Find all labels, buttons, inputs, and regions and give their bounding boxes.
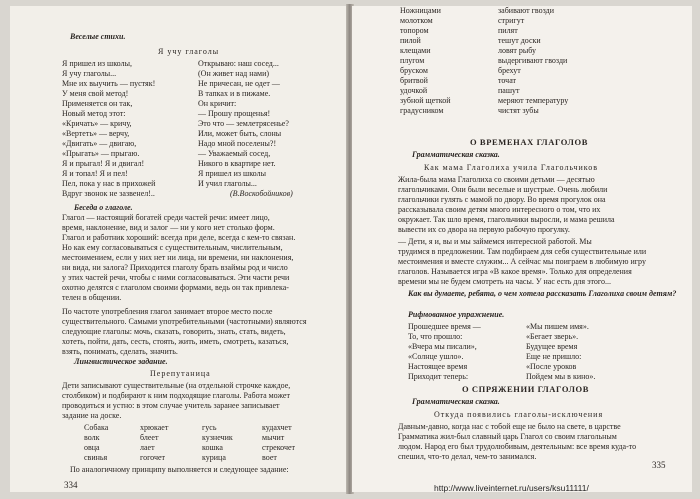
text-line: у этих частей речи, чтобы с ними согласовываться. Эти части речи <box>62 273 290 282</box>
text-line: задание на доске. <box>62 411 122 420</box>
table-cell: мычит <box>262 433 285 442</box>
text-line: окружает. Так шло время, глагольчики выросли, и мама решила <box>398 215 615 224</box>
table-cell: блеет <box>140 433 159 442</box>
table-row <box>408 332 656 342</box>
table-row <box>84 433 322 443</box>
table-cell: волк <box>84 433 100 442</box>
text-line: «Двигать» — двигаю, <box>62 139 137 148</box>
table-cell: плугом <box>400 56 425 65</box>
tools-table <box>400 6 628 116</box>
question: Как вы думаете, ребята, о чем хотела рассказать Глаголиха своим детям? <box>408 289 677 298</box>
table-row <box>400 26 628 36</box>
text-line: хотеть, пойти, дать, сесть, стоять, жить, иметь, смотреть, казаться, <box>62 337 289 346</box>
text-line: Я пришел из школы, <box>62 59 132 68</box>
table-cell: пашут <box>498 86 520 95</box>
table-cell: Настоящее время <box>408 362 468 371</box>
story-title: Как мама Глаголиха учила Глагольчиков <box>424 163 599 172</box>
table-cell: свинья <box>84 453 108 462</box>
watermark-url[interactable]: http://www.liveinternet.ru/users/ksu11111/ <box>434 483 589 493</box>
text-line: Жила-была мама Глаголиха со своими детьми — десятью <box>398 175 595 184</box>
table-cell: молотком <box>400 16 433 25</box>
time-title: О ВРЕМЕНАХ ГЛАГОЛОВ <box>470 137 588 147</box>
table-cell: овца <box>84 443 100 452</box>
origin-paragraph <box>398 422 636 462</box>
table-row <box>400 36 628 46</box>
table-cell: Пойдем мы в кино». <box>526 372 596 381</box>
text-line: Давным-давно, когда нас с тобой еще не было на свете, в царстве <box>398 422 621 431</box>
text-line: (Он живет над нами) <box>198 69 270 78</box>
text-line: Не причесан, не одет — <box>198 79 280 88</box>
frequency-paragraph <box>62 307 307 357</box>
conjugation-title: О СПРЯЖЕНИИ ГЛАГОЛОВ <box>462 384 590 394</box>
table-cell: Еще не пришло: <box>526 352 582 361</box>
text-line: Он кричит: <box>198 99 237 108</box>
story-paragraph-2 <box>398 237 646 287</box>
text-line: По частоте употребления глагол занимает второе место после <box>62 307 273 316</box>
table-cell: Собака <box>84 423 109 432</box>
confusion-title: Перепутаница <box>150 369 211 378</box>
talk-title: Беседа о глаголе. <box>74 203 133 212</box>
text-line: Или, может быть, слоны <box>198 129 282 138</box>
text-line: Никого в квартире нет. <box>198 159 276 168</box>
text-line: Я учу глаголы... <box>62 69 117 78</box>
text-line: взять, понимать, сделать, значить. <box>62 347 178 356</box>
text-line: Глагол — настоящий богатей среди частей речи: имеет лицо, <box>62 213 270 222</box>
table-row <box>400 106 628 116</box>
poem-title: Я учу глаголы <box>158 47 220 56</box>
text-line: спешил, что-то делал, чем-то занимался. <box>398 452 537 461</box>
text-line: местоимения и вместе служим... А сейчас мы поиграем в любимую игру <box>398 257 646 266</box>
text-line: Я пришел из школы <box>198 169 266 178</box>
text-line: И учил глаголы... <box>198 179 257 188</box>
page-number: 335 <box>652 460 666 470</box>
table-cell: меряют температуру <box>498 96 569 105</box>
text-line: У меня свой метод! <box>62 89 129 98</box>
table-row <box>400 16 628 26</box>
table-row <box>400 56 628 66</box>
text-line: «Вертеть» — верчу, <box>62 129 130 138</box>
table-row <box>400 6 628 16</box>
table-cell: топором <box>400 26 429 35</box>
text-line: «Прыгать» — прыгаю. <box>62 149 140 158</box>
table-row <box>400 76 628 86</box>
text-line: Надо мной поселены?! <box>198 139 277 148</box>
section-title: Веселые стихи. <box>70 32 126 41</box>
table-cell: хрюкает <box>140 423 169 432</box>
table-row <box>408 362 656 372</box>
text-line: глагольчиками. Они были веселые и шустрые. Очень любили <box>398 185 608 194</box>
text-line: рассказывала своим детям много интересного о том, что их <box>398 205 601 214</box>
table-cell: стригут <box>498 16 525 25</box>
text-line: Дети записывают существительные (на отдельной строчке каждое, <box>62 381 291 390</box>
table-cell: пилой <box>400 36 421 45</box>
text-line: ни вида, ни залога? Приходится глаголу брать взаймы род и число <box>62 263 288 272</box>
table-cell: точат <box>498 76 517 85</box>
text-line: Вдруг звонок не зазвенел!.. <box>62 189 155 198</box>
text-line: следующие глаголы: мочь, сказать, говорить, знать, стать, видеть, <box>62 327 286 336</box>
page-number: 334 <box>64 480 78 490</box>
table-cell: гусь <box>202 423 217 432</box>
text-line: Грамматика жил-был славный царь Глагол со своим глагольным <box>398 432 617 441</box>
table-cell: «После уроков <box>526 362 577 371</box>
table-cell: «Бегает зверь». <box>526 332 579 341</box>
table-cell: «Мы пишем имя». <box>526 322 589 331</box>
table-cell: чистят зубы <box>498 106 539 115</box>
table-cell: удочкой <box>400 86 428 95</box>
table-cell: Приходит теперь: <box>408 372 469 381</box>
rhyme-title: Рифмованное упражнение. <box>408 310 505 319</box>
poem-author: (В.Воскобойников) <box>230 189 293 198</box>
table-cell: стрекочет <box>262 443 296 452</box>
text-line: время, наклонение, вид и залог — ни у кого нет столько форм. <box>62 223 275 232</box>
table-cell: То, что прошло: <box>408 332 463 341</box>
text-line: Пел, пока у нас в прихожей <box>62 179 156 188</box>
time-subtitle: Грамматическая сказка. <box>412 150 500 159</box>
left-page <box>10 6 348 492</box>
last-line: По аналогичному принципу выполняется и следующее задание: <box>70 465 289 474</box>
poem-left-column <box>62 59 155 199</box>
confusion-paragraph <box>62 381 290 421</box>
text-line: — Уважаемый сосед, <box>198 149 271 158</box>
table-row <box>84 453 322 463</box>
table-row <box>400 66 628 76</box>
text-line: Но как ему согласовываться с существительным, числительным, <box>62 243 283 252</box>
text-line: охотно делятся с глаголом своими формами, ведь он так привлека- <box>62 283 289 292</box>
origin-title: Откуда появились глаголы-исключения <box>434 410 604 419</box>
table-cell: гогочет <box>140 453 166 462</box>
text-line: времени мы не будем смотреть на часы. У нас есть для этого... <box>398 277 611 286</box>
table-cell: Прошедшее время — <box>408 322 481 331</box>
text-line: Я и прыгал! Я и двигал! <box>62 159 145 168</box>
talk-paragraph <box>62 213 295 303</box>
text-line: Новый метод этот: <box>62 109 126 118</box>
table-cell: курица <box>202 453 226 462</box>
story-paragraph <box>398 175 615 235</box>
table-row <box>400 96 628 106</box>
right-page <box>352 6 692 492</box>
table-cell: забивают гвозди <box>498 6 555 15</box>
table-cell: градусником <box>400 106 444 115</box>
task-title: Лингвистическое задание. <box>74 357 168 366</box>
text-line: местоимением, если у них нет ни лица, ни времени, ни наклонения, <box>62 253 294 262</box>
text-line: людом. Народ его был трудолюбивым, деятельным: все время куда-то <box>398 442 637 451</box>
table-row <box>408 372 656 382</box>
text-line: Это что — землетрясенье? <box>198 119 289 128</box>
table-cell: «Вчера мы писали», <box>408 342 477 351</box>
text-line: глагольчики гулять с мамой по двору. Во время прогулок она <box>398 195 606 204</box>
table-cell: бруском <box>400 66 428 75</box>
table-cell: Будущее время <box>526 342 578 351</box>
text-line: проводиться и устно: в этом случае учитель заранее записывает <box>62 401 280 410</box>
text-line: столбиком) и подбирают к ним подходящие глаголы. Работа может <box>62 391 290 400</box>
table-row <box>408 342 656 352</box>
table-cell: клещами <box>400 46 431 55</box>
table-cell: брехут <box>498 66 521 75</box>
text-line: Глагол и работник хороший: всегда при деле, всегда с кем-то связан. <box>62 233 296 242</box>
table-cell: кудахчет <box>262 423 292 432</box>
rhymes-table <box>408 322 656 382</box>
text-line: «Кричать» — кричу, <box>62 119 132 128</box>
table-row <box>400 86 628 96</box>
table-row <box>84 443 322 453</box>
table-cell: пилят <box>498 26 518 35</box>
conjugation-subtitle: Грамматическая сказка. <box>412 397 500 406</box>
text-line: существительного. Самыми употребительными (частотными) являются <box>62 317 307 326</box>
table-row <box>400 46 628 56</box>
table-cell: тешут доски <box>498 36 541 45</box>
table-cell: кузнечик <box>202 433 233 442</box>
text-line: Мне их выучить — пустяк! <box>62 79 156 88</box>
table-cell: кошка <box>202 443 223 452</box>
table-cell: зубной щеткой <box>400 96 451 105</box>
table-cell: Ножницами <box>400 6 441 15</box>
table-cell: выдергивают гвозди <box>498 56 568 65</box>
text-line: трудимся в предложении. Там подбираем для себя существительные или <box>398 247 647 256</box>
poem-right-column <box>198 59 289 189</box>
table-row <box>408 352 656 362</box>
text-line: — Прошу прощенья! <box>198 109 271 118</box>
table-cell: воет <box>262 453 277 462</box>
text-line: телен в общении. <box>62 293 122 302</box>
text-line: глаголов. Называется игра «В какое время». Только для определения <box>398 267 632 276</box>
table-cell: бритвой <box>400 76 428 85</box>
text-line: Открываю: наш сосед... <box>198 59 279 68</box>
text-line: В тапках и в пижаме. <box>198 89 271 98</box>
table-cell: ловят рыбу <box>498 46 536 55</box>
text-line: Я и топал! Я и пел! <box>62 169 128 178</box>
table-row <box>408 322 656 332</box>
table-cell: лает <box>140 443 155 452</box>
table-row <box>84 423 322 433</box>
text-line: — Дети, я и, вы и мы займемся интересной работой. Мы <box>398 237 592 246</box>
table-cell: «Солнце ушло». <box>408 352 464 361</box>
word-table <box>84 423 322 463</box>
text-line: вывести их со двора на первую рабочую прогулку. <box>398 225 570 234</box>
text-line: Применяется он так, <box>62 99 133 108</box>
